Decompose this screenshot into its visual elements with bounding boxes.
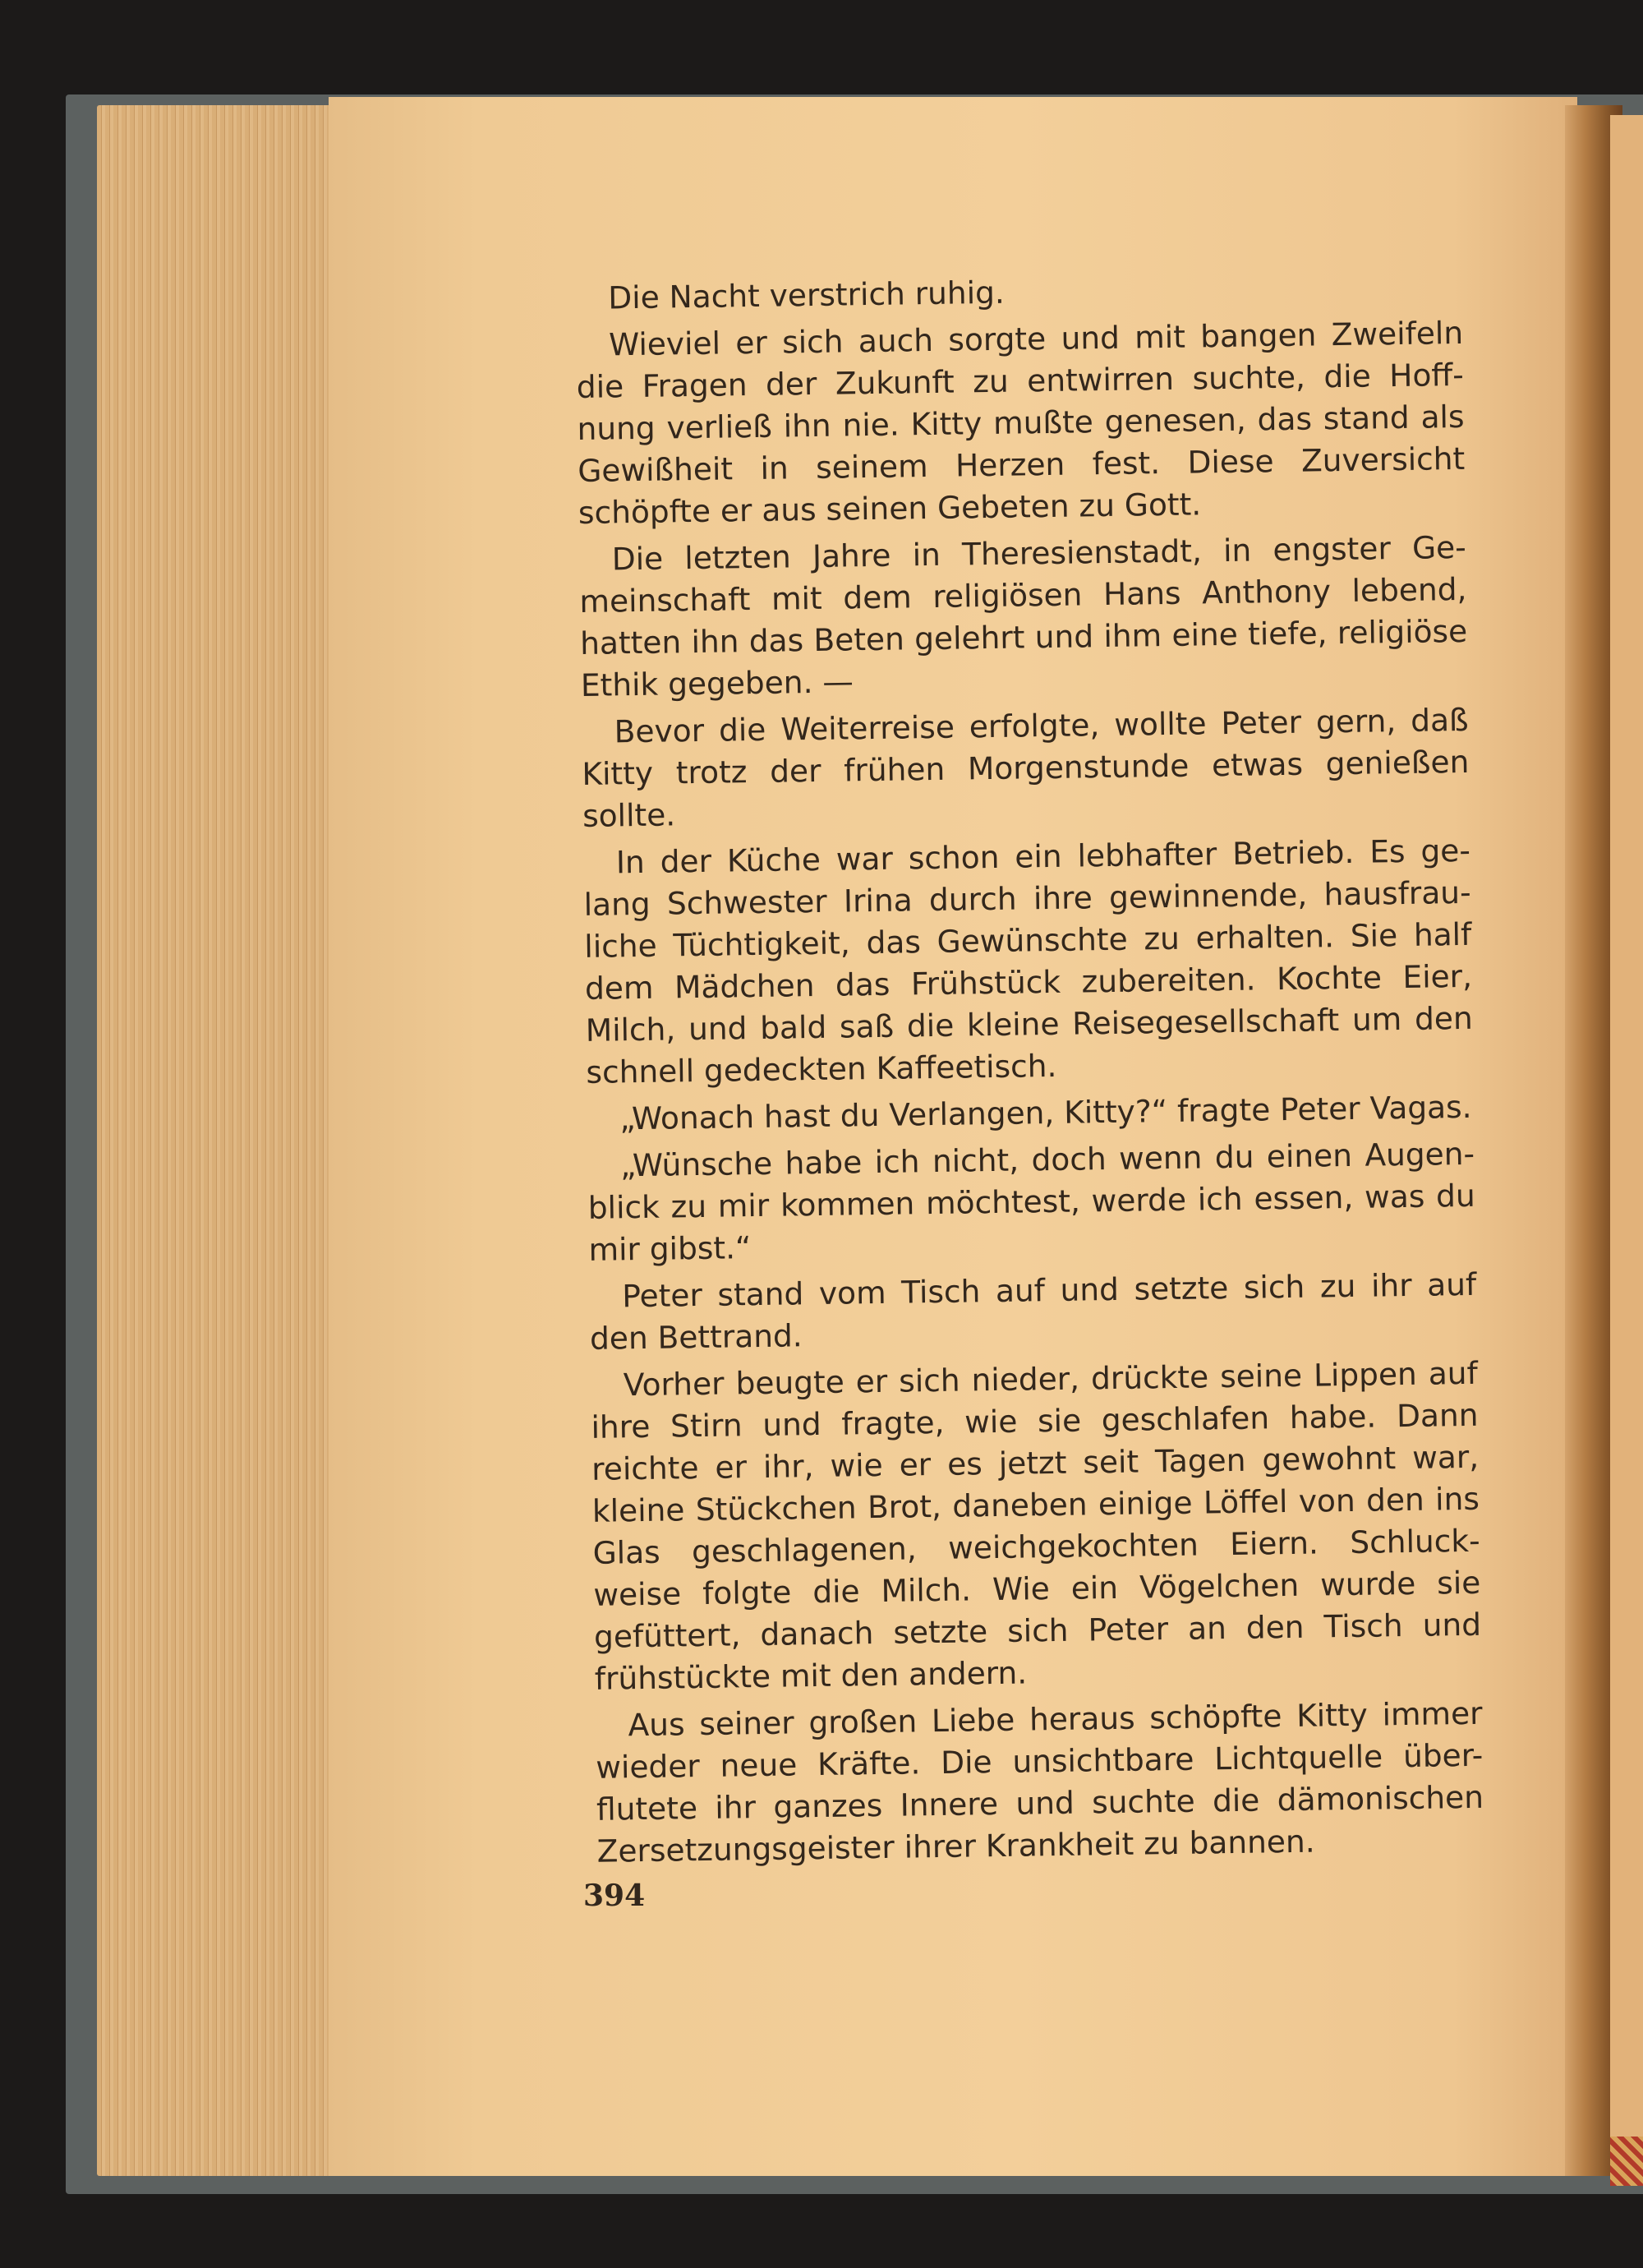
paragraph: Aus seiner großen Liebe heraus schöpfte Kitty immer wieder neue Kräfte. Die unsichtbare Lichtquelle über- flutete ihr ganzes Innere und suchte die dämonischen Zersetzungsgeister ihrer Krankheit zu bannen.: [596, 1694, 1484, 1869]
paragraph: In der Küche war schon ein lebhafter Betrieb. Es ge- lang Schwester Irina durch ihre gewinnende, hausfrau- liche Tüchtigkeit, das Gewünschte zu erhalten. Sie half dem Mädchen das Frühstück zubereiten. Kochte Eier, Milch, und bald saß die kleine Reisegesellschaft um den schnell gedeckten Kaffeetisch.: [583, 832, 1473, 1090]
paragraph: Vorher beugte er sich nieder, drückte seine Lippen auf ihre Stirn und fragte, wie sie geschlafen habe. Dann reichte er ihr, wie er es jetzt seit Tagen gewohnt war, kleine Stückchen Brot, daneben einige Löffel von den ins Glas geschlagenen, weichgekochten Eiern. Schluck- weise folgte die Milch. Wie ein Vögelchen wurde sie gefüttert, danach setzte sich Peter an den Tisch und frühstückte mit den andern.: [591, 1354, 1482, 1697]
paragraph: „Wonach hast du Verlangen, Kitty?“ fragte Peter Vagas.: [619, 1088, 1472, 1137]
page-number: 394: [583, 1878, 646, 1913]
paragraph: Die letzten Jahre in Theresienstadt, in engster Ge- meinschaft mit dem religiösen Hans Anthony lebend, hatten ihn das Beten gelehrt und ihm eine tiefe, religiöse Ethik gegeben. —: [579, 528, 1468, 703]
paragraph: „Wünsche habe ich nicht, doch wenn du einen Augen- blick zu mir kommen möchtest, werde ich essen, was du mir gibst.“: [587, 1135, 1476, 1268]
page-edges: [97, 105, 343, 2176]
facing-page-edge: [1610, 115, 1643, 2169]
decorated-edge: [1610, 2137, 1643, 2186]
body-text: [575, 265, 1484, 1878]
paragraph: Wieviel er sich auch sorgte und mit bangen Zweifeln die Fragen der Zukunft zu entwirren suchte, die Hoff- nung verließ ihn nie. Kitty mußte genesen, das stand als Gewißheit in seinem Herzen fest. Diese Zuversicht schöpfte er aus seinen Gebeten zu Gott.: [576, 314, 1466, 531]
paragraph: Peter stand vom Tisch auf und setzte sich zu ihr auf den Bettrand.: [589, 1265, 1477, 1357]
paragraph: Bevor die Weiterreise erfolgte, wollte Peter gern, daß Kitty trotz der frühen Morgenstunde etwas genießen sollte.: [582, 701, 1470, 834]
paragraph: Die Nacht verstrich ruhig.: [608, 274, 1006, 316]
